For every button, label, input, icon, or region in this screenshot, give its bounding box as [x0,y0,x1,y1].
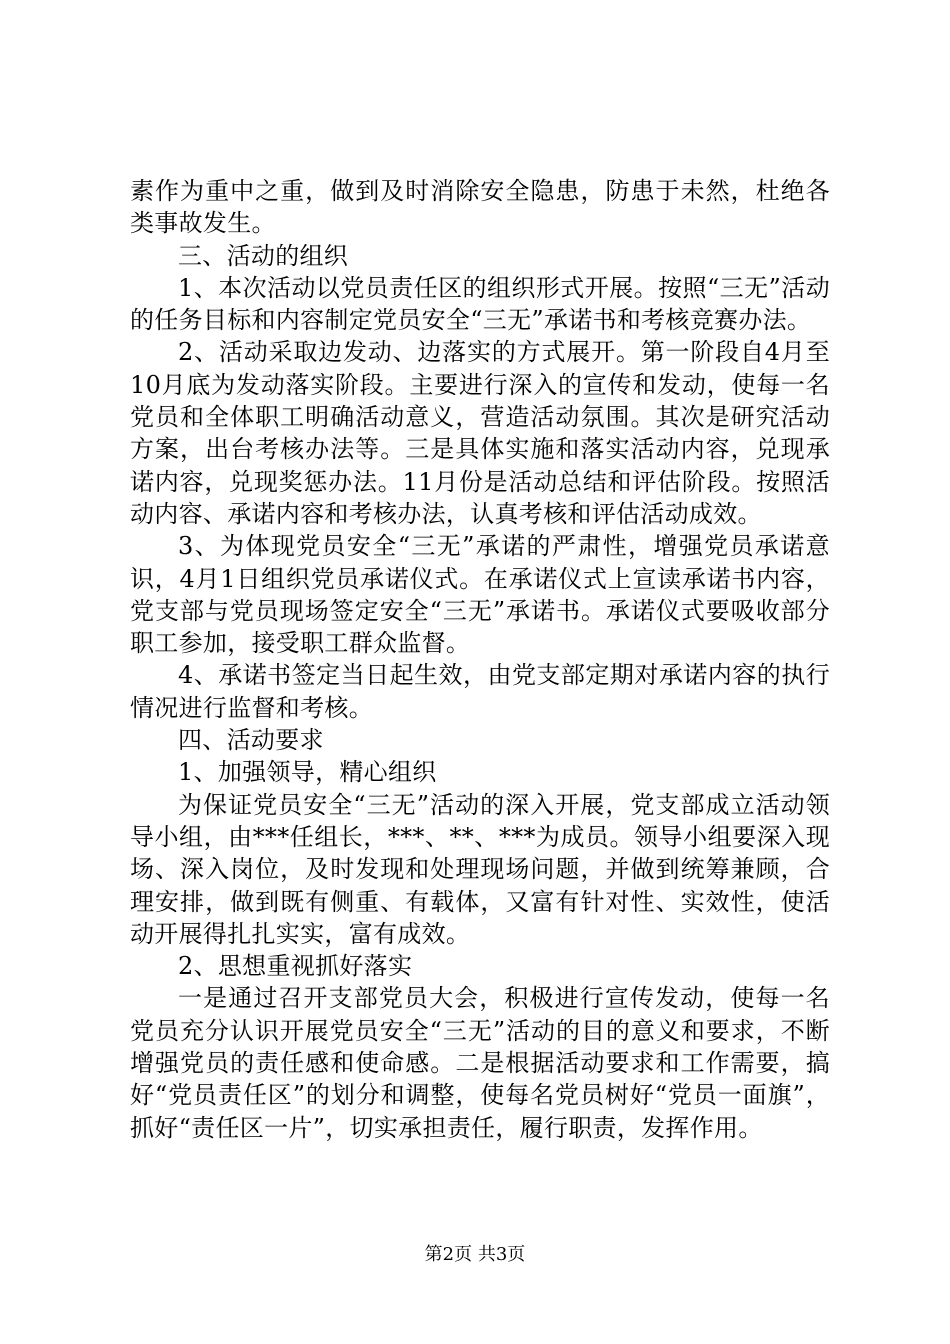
paragraph-item-4: 4、承诺书签定当日起生效，由党支部定期对承诺内容的执行情况进行监督和考核。 [130,661,830,722]
subheading-leadership: 1、加强领导，精心组织 [178,758,437,787]
paragraph-implementation: 一是通过召开支部党员大会，积极进行宣传发动，使每一名党员充分认识开展党员安全“三无”活动的目的意义和要求，不断增强党员的责任感和使命感。二是根据活动要求和工作需要，搞好“党员责任区”的划分和调整，使每名党员树好“党员一面旗”，抓好“责任区一片”，切实承担责任，履行职责，发挥作用。 [130,984,830,1142]
subheading-implementation: 2、思想重视抓好落实 [178,952,413,981]
paragraph-item-1: 1、本次活动以党员责任区的组织形式开展。按照“三无”活动的任务目标和内容制定党员安全“三无”承诺书和考核竞赛办法。 [130,273,830,335]
page-number-footer: 第2页 共3页 [424,1244,526,1265]
section-heading-organization: 三、活动的组织 [178,241,349,270]
section-heading-requirements: 四、活动要求 [178,726,324,755]
paragraph-item-3: 3、为体现党员安全“三无”承诺的严肃性，增强党员承诺意识，4月1日组织党员承诺仪式。在承诺仪式上宣读承诺书内容，党支部与党员现场签定安全“三无”承诺书。承诺仪式要吸收部分职工参加，接受职工群众监督。 [130,532,830,658]
paragraph-leadership: 为保证党员安全“三无”活动的深入开展，党支部成立活动领导小组，由***任组长，***、**、***为成员。领导小组要深入现场、深入岗位，及时发现和处理现场问题，并做到统筹兼顾，合理安排，做到既有侧重、有载体，又富有针对性、实效性，使活动开展得扎扎实实，富有成效。 [130,790,830,948]
paragraph-item-2: 2、活动采取边发动、边落实的方式展开。第一阶段自4月至10月底为发动落实阶段。主要进行深入的宣传和发动，使每一名党员和全体职工明确活动意义，营造活动氛围。其次是研究活动方案，出台考核办法等。三是具体实施和落实活动内容，兑现承诺内容，兑现奖惩办法。11月份是活动总结和评估阶段。按照活动内容、承诺内容和考核办法，认真考核和评估活动成效。 [130,338,830,528]
document-body [130,175,830,1144]
paragraph-continuation: 素作为重中之重，做到及时消除安全隐患，防患于未然，杜绝各类事故发生。 [130,177,830,238]
